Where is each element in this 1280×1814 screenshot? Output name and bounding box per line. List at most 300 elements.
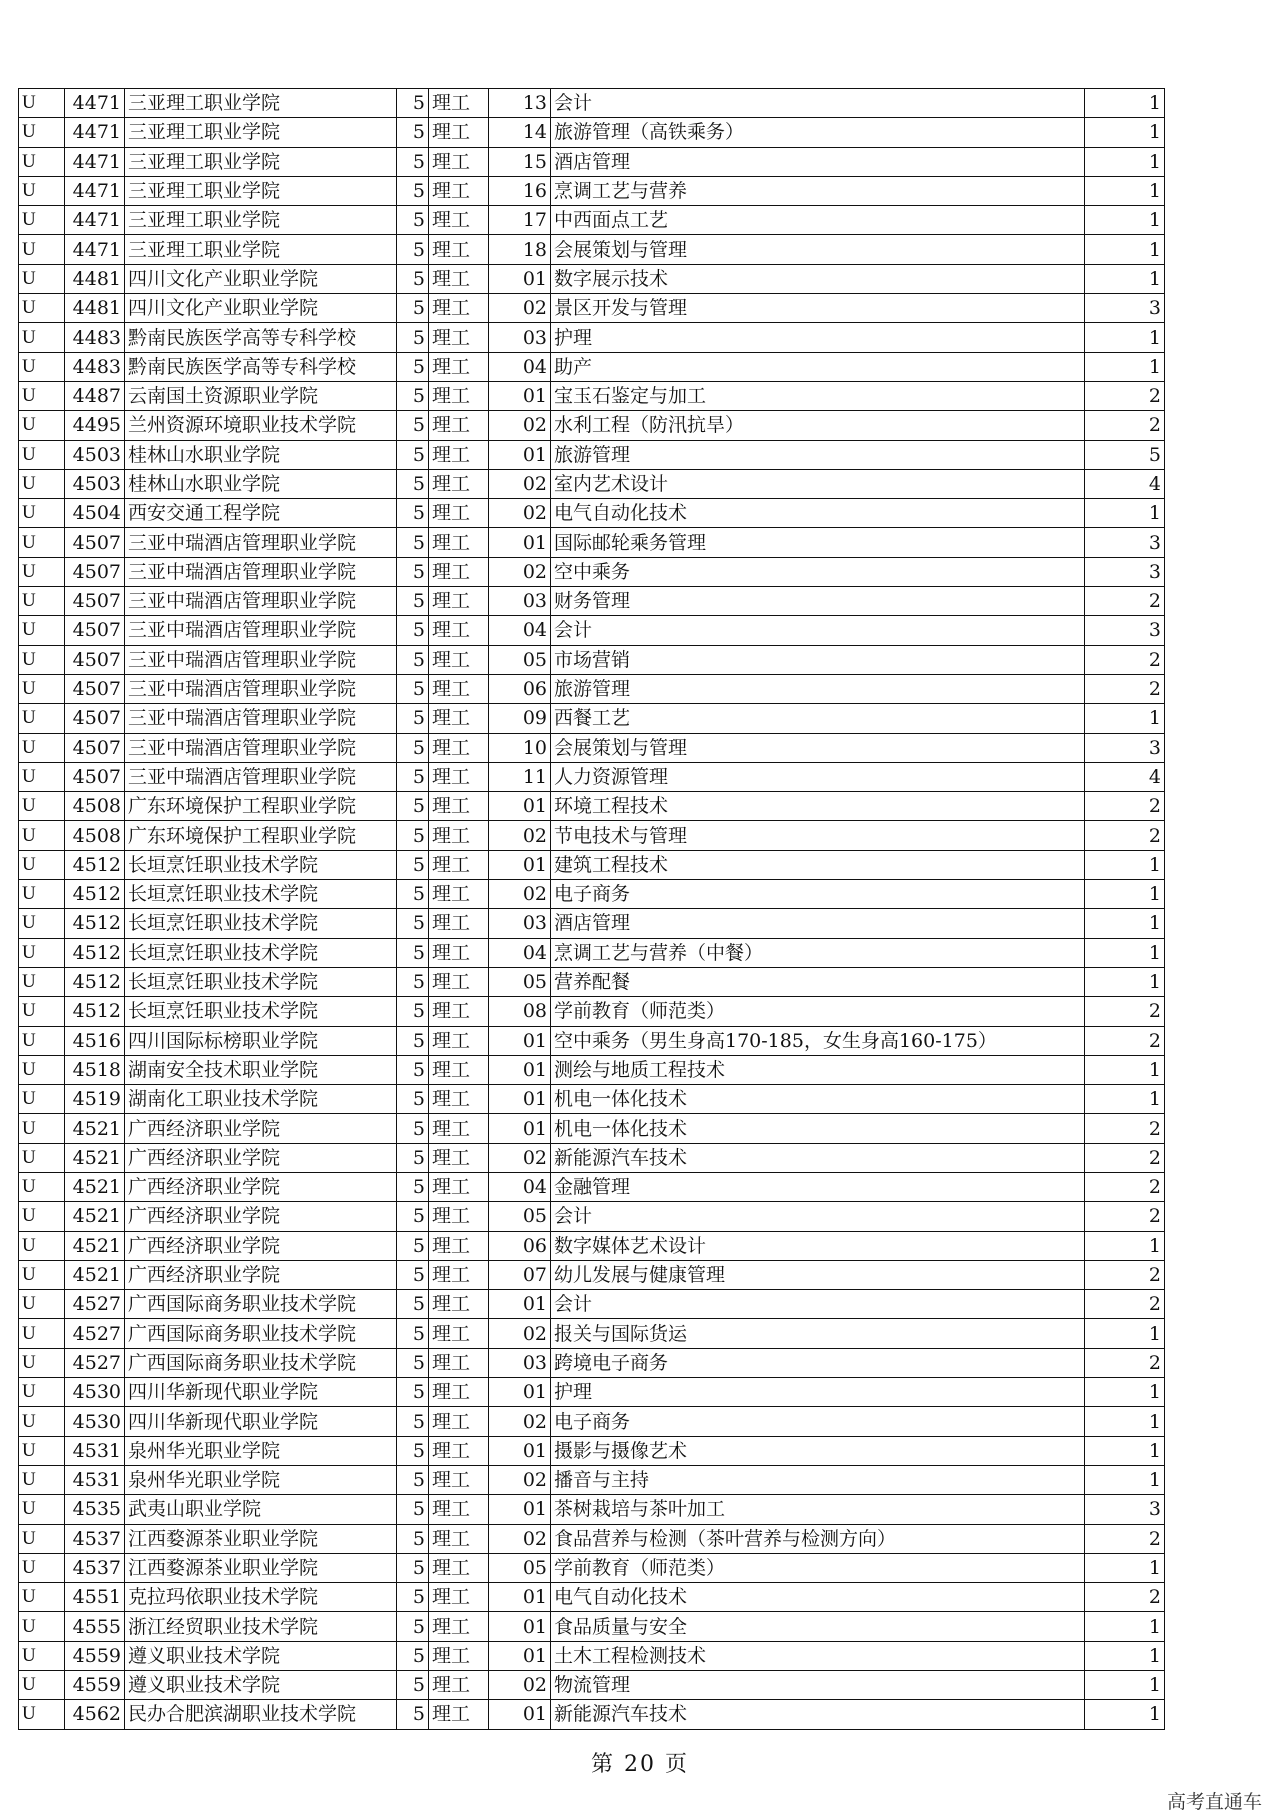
plan-count-cell: 3 — [1085, 733, 1165, 762]
plan-count-cell: 3 — [1085, 528, 1165, 557]
batch-code-cell: U — [19, 1583, 65, 1612]
plan-count-cell: 1 — [1085, 89, 1165, 118]
subject-type-cell: 理工 — [429, 938, 489, 967]
batch-code-cell: U — [19, 1348, 65, 1377]
batch-code-cell: U — [19, 1465, 65, 1494]
major-name-cell: 烹调工艺与营养（中餐） — [551, 938, 1085, 967]
school-name-cell: 三亚中瑞酒店管理职业学院 — [125, 587, 397, 616]
major-name-cell: 酒店管理 — [551, 909, 1085, 938]
major-code-cell: 03 — [489, 587, 551, 616]
batch-code-cell: U — [19, 557, 65, 586]
subject-type-cell: 理工 — [429, 704, 489, 733]
subject-type-cell: 理工 — [429, 1583, 489, 1612]
batch-code-cell: U — [19, 880, 65, 909]
subject-type-cell: 理工 — [429, 1260, 489, 1289]
duration-cell: 5 — [397, 1026, 429, 1055]
school-name-cell: 桂林山水职业学院 — [125, 469, 397, 498]
plan-count-cell: 3 — [1085, 294, 1165, 323]
major-name-cell: 会展策划与管理 — [551, 235, 1085, 264]
table-row — [19, 323, 1165, 352]
plan-count-cell: 1 — [1085, 1436, 1165, 1465]
school-code-cell: 4518 — [65, 1055, 125, 1084]
school-name-cell: 泉州华光职业学院 — [125, 1465, 397, 1494]
subject-type-cell: 理工 — [429, 528, 489, 557]
school-name-cell: 黔南民族医学高等专科学校 — [125, 352, 397, 381]
duration-cell: 5 — [397, 733, 429, 762]
table-row — [19, 674, 1165, 703]
major-code-cell: 01 — [489, 440, 551, 469]
plan-count-cell: 3 — [1085, 616, 1165, 645]
table-row — [19, 1172, 1165, 1201]
table-row — [19, 645, 1165, 674]
school-name-cell: 长垣烹饪职业技术学院 — [125, 967, 397, 996]
table-row — [19, 733, 1165, 762]
major-code-cell: 05 — [489, 1553, 551, 1582]
major-code-cell: 02 — [489, 821, 551, 850]
major-code-cell: 02 — [489, 469, 551, 498]
major-code-cell: 06 — [489, 674, 551, 703]
subject-type-cell: 理工 — [429, 469, 489, 498]
school-code-cell: 4521 — [65, 1260, 125, 1289]
table-row — [19, 235, 1165, 264]
major-code-cell: 01 — [489, 1290, 551, 1319]
table-row — [19, 1641, 1165, 1670]
table-row — [19, 1612, 1165, 1641]
school-name-cell: 广西国际商务职业技术学院 — [125, 1319, 397, 1348]
major-code-cell: 10 — [489, 733, 551, 762]
school-name-cell: 桂林山水职业学院 — [125, 440, 397, 469]
subject-type-cell: 理工 — [429, 616, 489, 645]
school-code-cell: 4508 — [65, 821, 125, 850]
subject-type-cell: 理工 — [429, 411, 489, 440]
major-code-cell: 02 — [489, 1671, 551, 1700]
table-row — [19, 1202, 1165, 1231]
major-code-cell: 04 — [489, 938, 551, 967]
table-row — [19, 1700, 1165, 1729]
subject-type-cell: 理工 — [429, 967, 489, 996]
school-code-cell: 4531 — [65, 1436, 125, 1465]
major-name-cell: 空中乘务（男生身高170-185，女生身高160-175） — [551, 1026, 1085, 1055]
table-row — [19, 440, 1165, 469]
batch-code-cell: U — [19, 1026, 65, 1055]
batch-code-cell: U — [19, 762, 65, 791]
batch-code-cell: U — [19, 909, 65, 938]
batch-code-cell: U — [19, 89, 65, 118]
duration-cell: 5 — [397, 206, 429, 235]
duration-cell: 5 — [397, 792, 429, 821]
plan-count-cell: 1 — [1085, 499, 1165, 528]
subject-type-cell: 理工 — [429, 1290, 489, 1319]
duration-cell: 5 — [397, 1143, 429, 1172]
duration-cell: 5 — [397, 118, 429, 147]
major-code-cell: 01 — [489, 1026, 551, 1055]
school-code-cell: 4512 — [65, 997, 125, 1026]
major-name-cell: 旅游管理 — [551, 674, 1085, 703]
school-code-cell: 4471 — [65, 89, 125, 118]
major-name-cell: 报关与国际货运 — [551, 1319, 1085, 1348]
school-code-cell: 4471 — [65, 235, 125, 264]
subject-type-cell: 理工 — [429, 557, 489, 586]
subject-type-cell: 理工 — [429, 850, 489, 879]
school-name-cell: 广西经济职业学院 — [125, 1114, 397, 1143]
major-code-cell: 01 — [489, 1583, 551, 1612]
table-row — [19, 1348, 1165, 1377]
major-name-cell: 会计 — [551, 1202, 1085, 1231]
plan-count-cell: 2 — [1085, 1524, 1165, 1553]
major-code-cell: 17 — [489, 206, 551, 235]
major-code-cell: 01 — [489, 1436, 551, 1465]
plan-count-cell: 2 — [1085, 381, 1165, 410]
school-name-cell: 武夷山职业学院 — [125, 1495, 397, 1524]
major-name-cell: 建筑工程技术 — [551, 850, 1085, 879]
subject-type-cell: 理工 — [429, 294, 489, 323]
table-row — [19, 938, 1165, 967]
table-row — [19, 1407, 1165, 1436]
duration-cell: 5 — [397, 821, 429, 850]
plan-count-cell: 1 — [1085, 323, 1165, 352]
plan-count-cell: 2 — [1085, 997, 1165, 1026]
school-name-cell: 广东环境保护工程职业学院 — [125, 792, 397, 821]
batch-code-cell: U — [19, 967, 65, 996]
school-code-cell: 4507 — [65, 674, 125, 703]
school-code-cell: 4537 — [65, 1524, 125, 1553]
school-code-cell: 4559 — [65, 1641, 125, 1670]
table-row — [19, 997, 1165, 1026]
school-code-cell: 4521 — [65, 1143, 125, 1172]
plan-count-cell: 1 — [1085, 1612, 1165, 1641]
subject-type-cell: 理工 — [429, 821, 489, 850]
subject-type-cell: 理工 — [429, 264, 489, 293]
school-name-cell: 浙江经贸职业技术学院 — [125, 1612, 397, 1641]
duration-cell: 5 — [397, 1700, 429, 1729]
batch-code-cell: U — [19, 1143, 65, 1172]
school-name-cell: 兰州资源环境职业技术学院 — [125, 411, 397, 440]
major-code-cell: 01 — [489, 1641, 551, 1670]
table-row — [19, 1143, 1165, 1172]
duration-cell: 5 — [397, 645, 429, 674]
major-name-cell: 市场营销 — [551, 645, 1085, 674]
table-row — [19, 821, 1165, 850]
batch-code-cell: U — [19, 381, 65, 410]
school-code-cell: 4512 — [65, 880, 125, 909]
major-code-cell: 04 — [489, 1172, 551, 1201]
plan-count-cell: 2 — [1085, 1172, 1165, 1201]
batch-code-cell: U — [19, 1055, 65, 1084]
duration-cell: 5 — [397, 1172, 429, 1201]
plan-count-cell: 1 — [1085, 1465, 1165, 1494]
major-name-cell: 空中乘务 — [551, 557, 1085, 586]
major-code-cell: 02 — [489, 294, 551, 323]
subject-type-cell: 理工 — [429, 1172, 489, 1201]
school-code-cell: 4481 — [65, 264, 125, 293]
school-name-cell: 三亚中瑞酒店管理职业学院 — [125, 528, 397, 557]
major-code-cell: 01 — [489, 792, 551, 821]
school-name-cell: 长垣烹饪职业技术学院 — [125, 880, 397, 909]
major-name-cell: 播音与主持 — [551, 1465, 1085, 1494]
table-row — [19, 850, 1165, 879]
duration-cell: 5 — [397, 1436, 429, 1465]
major-code-cell: 05 — [489, 1202, 551, 1231]
duration-cell: 5 — [397, 235, 429, 264]
major-code-cell: 01 — [489, 264, 551, 293]
major-name-cell: 学前教育（师范类） — [551, 997, 1085, 1026]
duration-cell: 5 — [397, 528, 429, 557]
plan-count-cell: 2 — [1085, 821, 1165, 850]
table-row — [19, 1231, 1165, 1260]
batch-code-cell: U — [19, 323, 65, 352]
subject-type-cell: 理工 — [429, 762, 489, 791]
batch-code-cell: U — [19, 440, 65, 469]
duration-cell: 5 — [397, 1231, 429, 1260]
duration-cell: 5 — [397, 1583, 429, 1612]
school-name-cell: 遵义职业技术学院 — [125, 1641, 397, 1670]
major-code-cell: 01 — [489, 1055, 551, 1084]
school-name-cell: 三亚理工职业学院 — [125, 118, 397, 147]
plan-count-cell: 1 — [1085, 1700, 1165, 1729]
table-row — [19, 1465, 1165, 1494]
subject-type-cell: 理工 — [429, 997, 489, 1026]
major-code-cell: 01 — [489, 528, 551, 557]
duration-cell: 5 — [397, 1290, 429, 1319]
school-name-cell: 黔南民族医学高等专科学校 — [125, 323, 397, 352]
batch-code-cell: U — [19, 1260, 65, 1289]
batch-code-cell: U — [19, 294, 65, 323]
subject-type-cell: 理工 — [429, 1553, 489, 1582]
subject-type-cell: 理工 — [429, 880, 489, 909]
batch-code-cell: U — [19, 1085, 65, 1114]
table-row — [19, 967, 1165, 996]
table-row — [19, 528, 1165, 557]
school-name-cell: 湖南安全技术职业学院 — [125, 1055, 397, 1084]
batch-code-cell: U — [19, 1202, 65, 1231]
major-code-cell: 01 — [489, 1114, 551, 1143]
school-code-cell: 4504 — [65, 499, 125, 528]
table-row — [19, 1290, 1165, 1319]
table-row — [19, 294, 1165, 323]
batch-code-cell: U — [19, 264, 65, 293]
school-code-cell: 4521 — [65, 1114, 125, 1143]
duration-cell: 5 — [397, 1465, 429, 1494]
plan-count-cell: 3 — [1085, 1495, 1165, 1524]
school-code-cell: 4530 — [65, 1378, 125, 1407]
major-code-cell: 01 — [489, 1495, 551, 1524]
subject-type-cell: 理工 — [429, 1114, 489, 1143]
batch-code-cell: U — [19, 821, 65, 850]
school-name-cell: 江西婺源茶业职业学院 — [125, 1524, 397, 1553]
batch-code-cell: U — [19, 206, 65, 235]
major-name-cell: 酒店管理 — [551, 147, 1085, 176]
major-name-cell: 食品营养与检测（茶叶营养与检测方向） — [551, 1524, 1085, 1553]
school-code-cell: 4507 — [65, 587, 125, 616]
major-name-cell: 新能源汽车技术 — [551, 1143, 1085, 1172]
subject-type-cell: 理工 — [429, 499, 489, 528]
batch-code-cell: U — [19, 1114, 65, 1143]
subject-type-cell: 理工 — [429, 352, 489, 381]
subject-type-cell: 理工 — [429, 587, 489, 616]
duration-cell: 5 — [397, 674, 429, 703]
school-code-cell: 4516 — [65, 1026, 125, 1055]
plan-count-cell: 2 — [1085, 1202, 1165, 1231]
batch-code-cell: U — [19, 674, 65, 703]
batch-code-cell: U — [19, 1671, 65, 1700]
school-name-cell: 三亚中瑞酒店管理职业学院 — [125, 704, 397, 733]
major-name-cell: 节电技术与管理 — [551, 821, 1085, 850]
major-name-cell: 机电一体化技术 — [551, 1114, 1085, 1143]
subject-type-cell: 理工 — [429, 323, 489, 352]
table-row — [19, 1495, 1165, 1524]
subject-type-cell: 理工 — [429, 1026, 489, 1055]
duration-cell: 5 — [397, 1319, 429, 1348]
subject-type-cell: 理工 — [429, 206, 489, 235]
major-name-cell: 电气自动化技术 — [551, 499, 1085, 528]
major-name-cell: 水利工程（防汛抗旱） — [551, 411, 1085, 440]
major-name-cell: 助产 — [551, 352, 1085, 381]
plan-count-cell: 1 — [1085, 1378, 1165, 1407]
school-code-cell: 4507 — [65, 704, 125, 733]
duration-cell: 5 — [397, 1671, 429, 1700]
major-code-cell: 16 — [489, 176, 551, 205]
school-name-cell: 长垣烹饪职业技术学院 — [125, 909, 397, 938]
major-code-cell: 02 — [489, 557, 551, 586]
subject-type-cell: 理工 — [429, 1436, 489, 1465]
plan-count-cell: 2 — [1085, 587, 1165, 616]
subject-type-cell: 理工 — [429, 1641, 489, 1670]
major-name-cell: 电子商务 — [551, 1407, 1085, 1436]
major-name-cell: 电子商务 — [551, 880, 1085, 909]
duration-cell: 5 — [397, 880, 429, 909]
school-name-cell: 长垣烹饪职业技术学院 — [125, 850, 397, 879]
major-code-cell: 18 — [489, 235, 551, 264]
school-code-cell: 4512 — [65, 850, 125, 879]
major-code-cell: 02 — [489, 880, 551, 909]
plan-count-cell: 1 — [1085, 147, 1165, 176]
duration-cell: 5 — [397, 469, 429, 498]
plan-count-cell: 1 — [1085, 1055, 1165, 1084]
duration-cell: 5 — [397, 557, 429, 586]
subject-type-cell: 理工 — [429, 909, 489, 938]
plan-count-cell: 3 — [1085, 557, 1165, 586]
major-name-cell: 室内艺术设计 — [551, 469, 1085, 498]
major-code-cell: 11 — [489, 762, 551, 791]
school-code-cell: 4551 — [65, 1583, 125, 1612]
school-code-cell: 4527 — [65, 1319, 125, 1348]
school-code-cell: 4521 — [65, 1231, 125, 1260]
table-row — [19, 1319, 1165, 1348]
school-code-cell: 4535 — [65, 1495, 125, 1524]
table-row — [19, 176, 1165, 205]
major-code-cell: 01 — [489, 1378, 551, 1407]
school-code-cell: 4471 — [65, 118, 125, 147]
subject-type-cell: 理工 — [429, 176, 489, 205]
table-row — [19, 1085, 1165, 1114]
major-code-cell: 09 — [489, 704, 551, 733]
plan-count-cell: 2 — [1085, 1260, 1165, 1289]
table-row — [19, 1114, 1165, 1143]
plan-count-cell: 2 — [1085, 674, 1165, 703]
batch-code-cell: U — [19, 118, 65, 147]
plan-count-cell: 1 — [1085, 909, 1165, 938]
table-row — [19, 762, 1165, 791]
table-row — [19, 1260, 1165, 1289]
major-name-cell: 会计 — [551, 1290, 1085, 1319]
major-name-cell: 幼儿发展与健康管理 — [551, 1260, 1085, 1289]
subject-type-cell: 理工 — [429, 792, 489, 821]
duration-cell: 5 — [397, 1114, 429, 1143]
duration-cell: 5 — [397, 352, 429, 381]
table-row — [19, 264, 1165, 293]
subject-type-cell: 理工 — [429, 1465, 489, 1494]
school-name-cell: 民办合肥滨湖职业技术学院 — [125, 1700, 397, 1729]
page-number: 第 20 页 — [591, 1752, 689, 1777]
school-name-cell: 克拉玛依职业技术学院 — [125, 1583, 397, 1612]
major-name-cell: 学前教育（师范类） — [551, 1553, 1085, 1582]
school-code-cell: 4512 — [65, 909, 125, 938]
major-code-cell: 01 — [489, 1612, 551, 1641]
school-code-cell: 4483 — [65, 352, 125, 381]
major-name-cell: 跨境电子商务 — [551, 1348, 1085, 1377]
batch-code-cell: U — [19, 1700, 65, 1729]
major-name-cell: 人力资源管理 — [551, 762, 1085, 791]
table-row — [19, 381, 1165, 410]
batch-code-cell: U — [19, 1553, 65, 1582]
major-name-cell: 食品质量与安全 — [551, 1612, 1085, 1641]
plan-count-cell: 1 — [1085, 206, 1165, 235]
major-name-cell: 财务管理 — [551, 587, 1085, 616]
duration-cell: 5 — [397, 323, 429, 352]
table-row — [19, 1524, 1165, 1553]
school-code-cell: 4508 — [65, 792, 125, 821]
major-name-cell: 旅游管理（高铁乘务） — [551, 118, 1085, 147]
major-code-cell: 02 — [489, 1319, 551, 1348]
duration-cell: 5 — [397, 499, 429, 528]
major-code-cell: 03 — [489, 1348, 551, 1377]
major-name-cell: 会计 — [551, 616, 1085, 645]
batch-code-cell: U — [19, 235, 65, 264]
duration-cell: 5 — [397, 1202, 429, 1231]
subject-type-cell: 理工 — [429, 1348, 489, 1377]
school-name-cell: 广西国际商务职业技术学院 — [125, 1290, 397, 1319]
table-body — [19, 89, 1165, 1730]
school-name-cell: 三亚中瑞酒店管理职业学院 — [125, 557, 397, 586]
school-name-cell: 广西经济职业学院 — [125, 1202, 397, 1231]
major-code-cell: 13 — [489, 89, 551, 118]
subject-type-cell: 理工 — [429, 674, 489, 703]
school-name-cell: 三亚理工职业学院 — [125, 147, 397, 176]
school-name-cell: 湖南化工职业技术学院 — [125, 1085, 397, 1114]
school-name-cell: 江西婺源茶业职业学院 — [125, 1553, 397, 1582]
major-code-cell: 02 — [489, 1143, 551, 1172]
major-code-cell: 01 — [489, 381, 551, 410]
duration-cell: 5 — [397, 997, 429, 1026]
subject-type-cell: 理工 — [429, 1700, 489, 1729]
school-name-cell: 广西经济职业学院 — [125, 1172, 397, 1201]
plan-count-cell: 1 — [1085, 880, 1165, 909]
school-name-cell: 广西经济职业学院 — [125, 1260, 397, 1289]
major-name-cell: 宝玉石鉴定与加工 — [551, 381, 1085, 410]
batch-code-cell: U — [19, 499, 65, 528]
major-name-cell: 数字展示技术 — [551, 264, 1085, 293]
duration-cell: 5 — [397, 294, 429, 323]
subject-type-cell: 理工 — [429, 1055, 489, 1084]
major-name-cell: 会计 — [551, 89, 1085, 118]
plan-count-cell: 1 — [1085, 118, 1165, 147]
batch-code-cell: U — [19, 1436, 65, 1465]
school-name-cell: 长垣烹饪职业技术学院 — [125, 997, 397, 1026]
subject-type-cell: 理工 — [429, 1319, 489, 1348]
school-name-cell: 四川华新现代职业学院 — [125, 1378, 397, 1407]
subject-type-cell: 理工 — [429, 1085, 489, 1114]
plan-count-cell: 1 — [1085, 1231, 1165, 1260]
